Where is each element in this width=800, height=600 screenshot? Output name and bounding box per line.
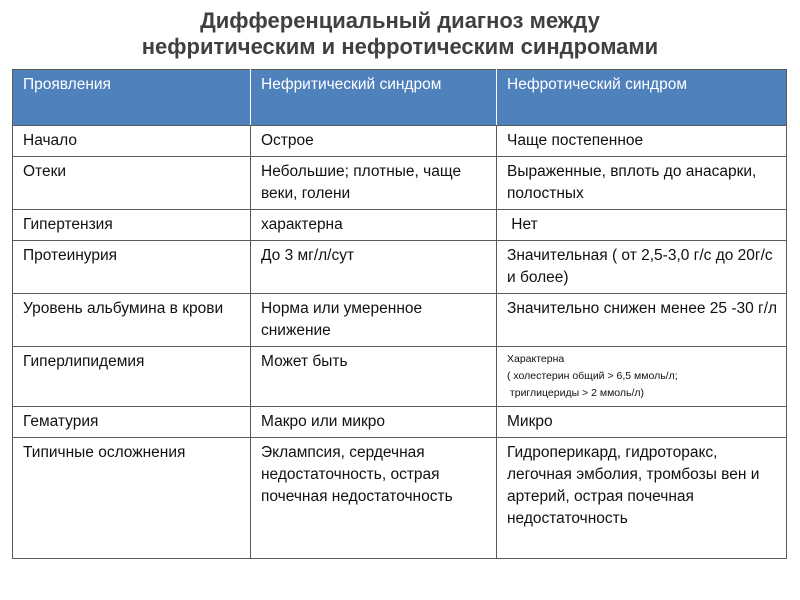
cell-nephritic: Может быть xyxy=(251,347,497,407)
cell-manifestation: Уровень альбумина в крови xyxy=(13,294,251,347)
cell-nephritic: До 3 мг/л/сут xyxy=(251,241,497,294)
cell-manifestation: Гиперлипидемия xyxy=(13,347,251,407)
table-row xyxy=(13,241,787,294)
cell-manifestation: Типичные осложнения xyxy=(13,438,251,559)
table-row xyxy=(13,126,787,157)
triglycerides-note: триглицериды > 2 ммоль/л) xyxy=(507,387,645,399)
cell-nephritic: Макро или микро xyxy=(251,407,497,438)
table-row xyxy=(13,210,787,241)
title-line-2: нефритическим и нефротическим синдромами xyxy=(141,34,659,59)
cell-nephritic: Небольшие; плотные, чаще веки, голени xyxy=(251,157,497,210)
cell-nephrotic: Гидроперикард, гидроторакс, легочная эмболия, тромбозы вен и артерий, острая почечная недостаточность xyxy=(497,438,787,559)
cell-manifestation: Начало xyxy=(13,126,251,157)
table-header-row xyxy=(13,70,787,126)
header-manifestations: Проявления xyxy=(13,70,251,126)
table-row xyxy=(13,407,787,438)
cholesterol-note: ( холестерин общий > 6,5 ммоль/л; xyxy=(507,370,678,382)
cell-nephrotic: Выраженные, вплоть до анасарки, полостных xyxy=(497,157,787,210)
header-nephritic: Нефритический синдром xyxy=(251,70,497,126)
cell-nephrotic: Значительно снижен менее 25 -30 г/л xyxy=(497,294,787,347)
cell-nephritic: Эклампсия, сердечная недостаточность, острая почечная недостаточность xyxy=(251,438,497,559)
table-row xyxy=(13,438,787,559)
page-title xyxy=(0,8,800,60)
table-row xyxy=(13,157,787,210)
table-row xyxy=(13,294,787,347)
cell-nephritic: Острое xyxy=(251,126,497,157)
cell-nephritic: Норма или умеренное снижение xyxy=(251,294,497,347)
cell-nephrotic-main: Характерна xyxy=(507,353,565,365)
table-row xyxy=(13,347,787,407)
cell-nephrotic: Нет xyxy=(497,210,787,241)
title-line-1: Дифференциальный диагноз между xyxy=(200,8,600,33)
cell-manifestation: Гипертензия xyxy=(13,210,251,241)
cell-nephrotic: Значительная ( от 2,5-3,0 г/с до 20г/с и более) xyxy=(497,241,787,294)
cell-manifestation: Отеки xyxy=(13,157,251,210)
cell-manifestation: Гематурия xyxy=(13,407,251,438)
differential-diagnosis-table xyxy=(12,69,787,559)
cell-nephrotic: Чаще постепенное xyxy=(497,126,787,157)
header-nephrotic: Нефротический синдром xyxy=(497,70,787,126)
cell-nephritic: характерна xyxy=(251,210,497,241)
cell-nephrotic: Микро xyxy=(497,407,787,438)
cell-manifestation: Протеинурия xyxy=(13,241,251,294)
cell-nephrotic xyxy=(497,347,787,407)
